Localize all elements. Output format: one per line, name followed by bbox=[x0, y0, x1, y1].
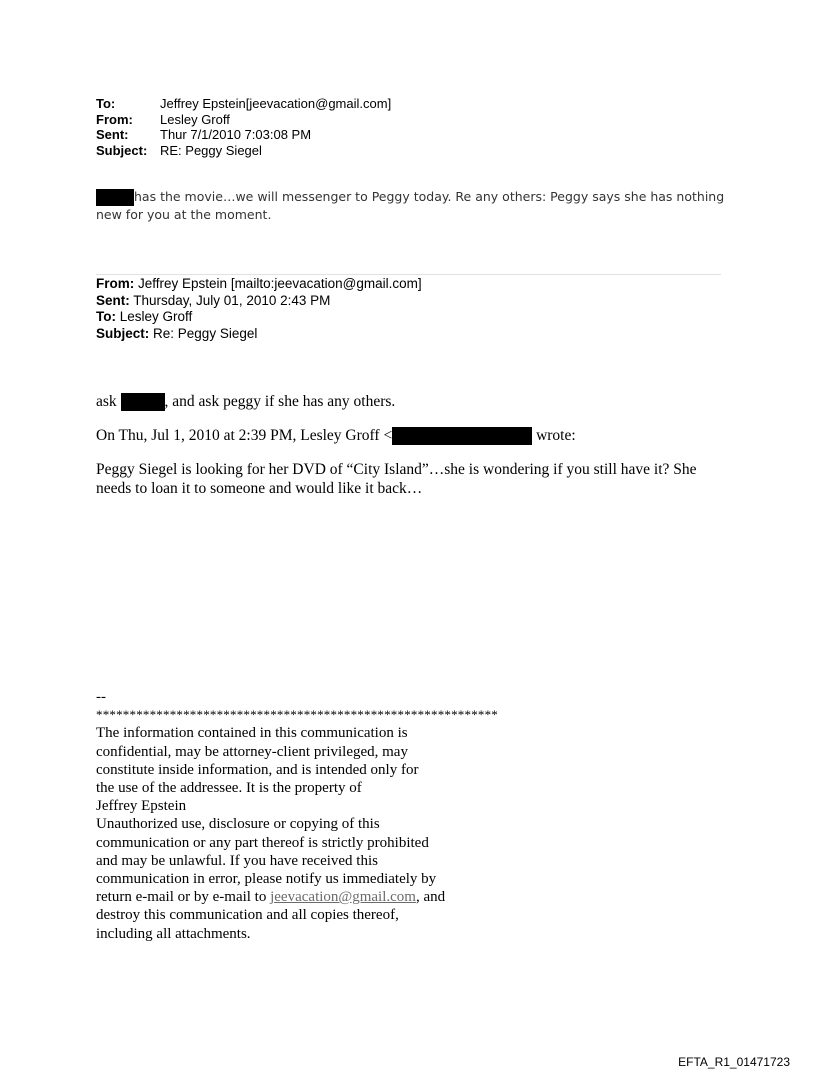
sig-line: communication or any part thereof is strictly prohibited bbox=[96, 834, 429, 851]
document-id: EFTA_R1_01471723 bbox=[678, 1055, 790, 1069]
ask-post: , and ask peggy if she has any others. bbox=[164, 393, 396, 410]
sent-value: Thur 7/1/2010 7:03:08 PM bbox=[160, 127, 312, 142]
fwd-from-value: Jeffrey Epstein [mailto:jeevacation@gmail.com] bbox=[138, 276, 422, 291]
sig-line: the use of the addressee. It is the property of bbox=[96, 780, 362, 797]
reply-body bbox=[96, 188, 736, 224]
wrote-line bbox=[96, 426, 576, 445]
sig-line: destroy this communication and all copies thereof, bbox=[96, 907, 399, 924]
to-row bbox=[96, 96, 391, 112]
reply-text-1: has the movie…we will messenger to Peggy today. Re any others: Peggy says she has nothing bbox=[134, 189, 725, 204]
fwd-sent-value: Thursday, July 01, 2010 2:43 PM bbox=[133, 292, 331, 308]
fwd-sent-label: Sent: bbox=[96, 292, 130, 308]
to-value: Jeffrey Epstein[jeevacation@gmail.com] bbox=[160, 96, 392, 111]
from-label: From: bbox=[96, 111, 133, 127]
email-header bbox=[96, 96, 391, 158]
email-link[interactable]: jeevacation@gmail.com bbox=[270, 889, 416, 906]
fwd-to-row bbox=[96, 309, 422, 326]
forwarded-header bbox=[96, 276, 422, 342]
sig-line: Jeffrey Epstein bbox=[96, 798, 187, 815]
return-post: , and bbox=[415, 889, 446, 906]
wrote-post: wrote: bbox=[536, 427, 576, 444]
subject-label: Subject: bbox=[96, 142, 148, 158]
redaction-block bbox=[121, 393, 165, 411]
quoted-message bbox=[96, 460, 736, 498]
from-row bbox=[96, 112, 391, 128]
quote-line-1: Peggy Siegel is looking for her DVD of “City Island”…she is wondering if you still have it? She bbox=[96, 461, 697, 478]
ask-pre: ask bbox=[96, 393, 117, 410]
sig-line: and may be unlawful. If you have received this bbox=[96, 852, 378, 869]
sig-dashes: -- bbox=[96, 689, 106, 705]
subject-row bbox=[96, 143, 391, 159]
sig-line: confidential, may be attorney-client privileged, may bbox=[96, 743, 408, 760]
fwd-to-value: Lesley Groff bbox=[119, 309, 193, 324]
fwd-from-row bbox=[96, 276, 422, 293]
return-pre: return e-mail or by e-mail to bbox=[96, 889, 271, 906]
sig-line: communication in error, please notify us immediately by bbox=[96, 871, 437, 888]
to-label: To: bbox=[96, 96, 116, 111]
sent-row bbox=[96, 127, 391, 143]
fwd-subject-row bbox=[96, 326, 422, 343]
fwd-to-label: To: bbox=[96, 309, 116, 324]
signature-disclaimer bbox=[96, 688, 498, 943]
wrote-pre: On Thu, Jul 1, 2010 at 2:39 PM, Lesley Groff < bbox=[96, 427, 393, 444]
fwd-subject-label: Subject: bbox=[96, 325, 150, 341]
sig-return-line bbox=[96, 888, 498, 906]
sig-line: The information contained in this communication is bbox=[96, 725, 408, 742]
reply-line-1 bbox=[96, 188, 736, 206]
sig-line: Unauthorized use, disclosure or copying of this bbox=[96, 816, 380, 833]
sig-line: constitute inside information, and is intended only for bbox=[96, 761, 419, 778]
sent-label: Sent: bbox=[96, 127, 129, 142]
reply-line-2: new for you at the moment. bbox=[96, 207, 272, 222]
sig-stars: ************************************************************ bbox=[96, 707, 498, 723]
from-value: Lesley Groff bbox=[160, 111, 230, 127]
fwd-sent-row bbox=[96, 293, 422, 310]
subject-value: RE: Peggy Siegel bbox=[160, 142, 262, 158]
ask-line bbox=[96, 392, 395, 411]
redaction-block bbox=[392, 427, 532, 445]
sig-line: including all attachments. bbox=[96, 925, 251, 942]
redaction-block bbox=[96, 189, 134, 206]
quote-line-2: needs to loan it to someone and would like it back… bbox=[96, 480, 423, 497]
fwd-subject-value: Re: Peggy Siegel bbox=[153, 325, 258, 341]
fwd-from-label: From: bbox=[96, 276, 135, 291]
divider bbox=[96, 274, 721, 275]
